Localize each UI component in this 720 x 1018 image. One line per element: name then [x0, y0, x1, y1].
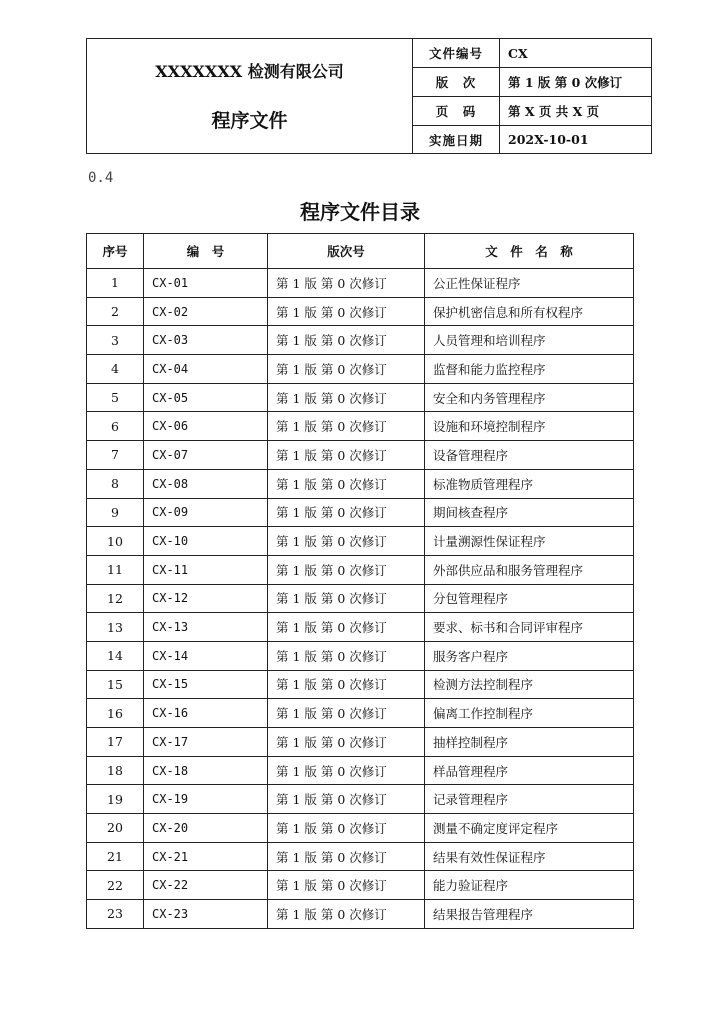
document-code: CX-15: [144, 670, 268, 699]
row-number: 8: [87, 469, 144, 498]
row-number: 23: [87, 900, 144, 929]
document-code: CX-08: [144, 469, 268, 498]
row-number: 20: [87, 814, 144, 843]
document-version: 第 1 版 第 0 次修订: [268, 785, 425, 814]
document-name: 安全和内务管理程序: [425, 383, 634, 412]
document-version: 第 1 版 第 0 次修订: [268, 756, 425, 785]
document-version: 第 1 版 第 0 次修订: [268, 441, 425, 470]
row-number: 11: [87, 555, 144, 584]
row-number: 16: [87, 699, 144, 728]
header-value-file-no: CX: [500, 39, 652, 68]
document-version: 第 1 版 第 0 次修订: [268, 699, 425, 728]
document-code: CX-03: [144, 326, 268, 355]
column-header-name: 文 件 名 称: [425, 234, 634, 269]
table-row: [87, 469, 634, 498]
table-row: [87, 527, 634, 556]
section-number: 0.4: [88, 170, 114, 186]
document-version: 第 1 版 第 0 次修订: [268, 613, 425, 642]
column-header-no: 序号: [87, 234, 144, 269]
table-row: [87, 498, 634, 527]
table-body: [87, 269, 634, 929]
document-code: CX-12: [144, 584, 268, 613]
table-row: [87, 871, 634, 900]
table-row: [87, 728, 634, 757]
document-name: 期间核查程序: [425, 498, 634, 527]
row-number: 22: [87, 871, 144, 900]
document-name: 测量不确定度评定程序: [425, 814, 634, 843]
document-code: CX-01: [144, 269, 268, 298]
table-row: [87, 584, 634, 613]
document-code: CX-07: [144, 441, 268, 470]
row-number: 12: [87, 584, 144, 613]
table-row: [87, 670, 634, 699]
table-row: [87, 699, 634, 728]
document-name: 计量溯源性保证程序: [425, 527, 634, 556]
table-row: [87, 355, 634, 384]
row-number: 13: [87, 613, 144, 642]
document-version: 第 1 版 第 0 次修订: [268, 670, 425, 699]
procedure-directory-table: [86, 233, 634, 929]
document-name: 样品管理程序: [425, 756, 634, 785]
document-code: CX-02: [144, 297, 268, 326]
table-row: [87, 412, 634, 441]
document-name: 分包管理程序: [425, 584, 634, 613]
header-label-edition: 版 次: [413, 68, 500, 97]
document-code: CX-14: [144, 641, 268, 670]
document-version: 第 1 版 第 0 次修订: [268, 469, 425, 498]
row-number: 2: [87, 297, 144, 326]
document-name: 设施和环境控制程序: [425, 412, 634, 441]
table-row: [87, 269, 634, 298]
document-version: 第 1 版 第 0 次修订: [268, 326, 425, 355]
document-type: 程序文件: [211, 110, 288, 132]
document-code: CX-23: [144, 900, 268, 929]
company-name: XXXXXXX 检测有限公司: [155, 62, 344, 81]
document-version: 第 1 版 第 0 次修订: [268, 641, 425, 670]
row-number: 5: [87, 383, 144, 412]
document-name: 结果报告管理程序: [425, 900, 634, 929]
document-code: CX-04: [144, 355, 268, 384]
document-name: 能力验证程序: [425, 871, 634, 900]
document-code: CX-05: [144, 383, 268, 412]
document-version: 第 1 版 第 0 次修订: [268, 269, 425, 298]
column-header-version: 版次号: [268, 234, 425, 269]
table-row: [87, 555, 634, 584]
table-row: [87, 785, 634, 814]
document-code: CX-18: [144, 756, 268, 785]
document-version: 第 1 版 第 0 次修订: [268, 814, 425, 843]
document-version: 第 1 版 第 0 次修订: [268, 355, 425, 384]
document-version: 第 1 版 第 0 次修订: [268, 383, 425, 412]
document-name: 人员管理和培训程序: [425, 326, 634, 355]
table-row: [87, 326, 634, 355]
document-name: 保护机密信息和所有权程序: [425, 297, 634, 326]
document-name: 公正性保证程序: [425, 269, 634, 298]
document-code: CX-09: [144, 498, 268, 527]
document-code: CX-11: [144, 555, 268, 584]
table-row: [87, 842, 634, 871]
row-number: 9: [87, 498, 144, 527]
header-value-page: 第 X 页 共 X 页: [500, 97, 652, 126]
document-name: 要求、标书和合同评审程序: [425, 613, 634, 642]
document-version: 第 1 版 第 0 次修订: [268, 584, 425, 613]
document-code: CX-22: [144, 871, 268, 900]
table-row: [87, 641, 634, 670]
document-version: 第 1 版 第 0 次修订: [268, 842, 425, 871]
document-code: CX-06: [144, 412, 268, 441]
header-value-edition: 第 1 版 第 0 次修订: [500, 68, 652, 97]
header-title-cell: [87, 39, 413, 154]
table-row: [87, 814, 634, 843]
row-number: 6: [87, 412, 144, 441]
page-title: 程序文件目录: [300, 200, 420, 224]
row-number: 1: [87, 269, 144, 298]
document-version: 第 1 版 第 0 次修订: [268, 498, 425, 527]
row-number: 18: [87, 756, 144, 785]
row-number: 21: [87, 842, 144, 871]
document-name: 监督和能力监控程序: [425, 355, 634, 384]
document-name: 标准物质管理程序: [425, 469, 634, 498]
document-name: 服务客户程序: [425, 641, 634, 670]
document-name: 结果有效性保证程序: [425, 842, 634, 871]
table-row: [87, 756, 634, 785]
row-number: 17: [87, 728, 144, 757]
table-row: [87, 297, 634, 326]
document-name: 外部供应品和服务管理程序: [425, 555, 634, 584]
table-header-row: [87, 234, 634, 269]
document-code: CX-13: [144, 613, 268, 642]
header-label-file-no: 文件编号: [413, 39, 500, 68]
document-version: 第 1 版 第 0 次修订: [268, 555, 425, 584]
document-code: CX-19: [144, 785, 268, 814]
row-number: 15: [87, 670, 144, 699]
row-number: 14: [87, 641, 144, 670]
document-version: 第 1 版 第 0 次修订: [268, 728, 425, 757]
document-version: 第 1 版 第 0 次修订: [268, 871, 425, 900]
document-header: [86, 38, 652, 154]
document-code: CX-10: [144, 527, 268, 556]
document-version: 第 1 版 第 0 次修订: [268, 527, 425, 556]
document-name: 记录管理程序: [425, 785, 634, 814]
table-row: [87, 900, 634, 929]
document-code: CX-16: [144, 699, 268, 728]
row-number: 3: [87, 326, 144, 355]
row-number: 10: [87, 527, 144, 556]
table-row: [87, 383, 634, 412]
document-name: 抽样控制程序: [425, 728, 634, 757]
document-code: CX-21: [144, 842, 268, 871]
document-code: CX-20: [144, 814, 268, 843]
row-number: 7: [87, 441, 144, 470]
table-row: [87, 613, 634, 642]
document-version: 第 1 版 第 0 次修订: [268, 900, 425, 929]
table-row: [87, 441, 634, 470]
column-header-code: 编 号: [144, 234, 268, 269]
document-name: 偏离工作控制程序: [425, 699, 634, 728]
row-number: 4: [87, 355, 144, 384]
document-version: 第 1 版 第 0 次修订: [268, 412, 425, 441]
header-value-effective-date: 202X-10-01: [500, 126, 652, 154]
document-name: 检测方法控制程序: [425, 670, 634, 699]
document-name: 设备管理程序: [425, 441, 634, 470]
header-label-effective-date: 实施日期: [413, 126, 500, 154]
document-version: 第 1 版 第 0 次修订: [268, 297, 425, 326]
row-number: 19: [87, 785, 144, 814]
document-code: CX-17: [144, 728, 268, 757]
header-label-page: 页 码: [413, 97, 500, 126]
